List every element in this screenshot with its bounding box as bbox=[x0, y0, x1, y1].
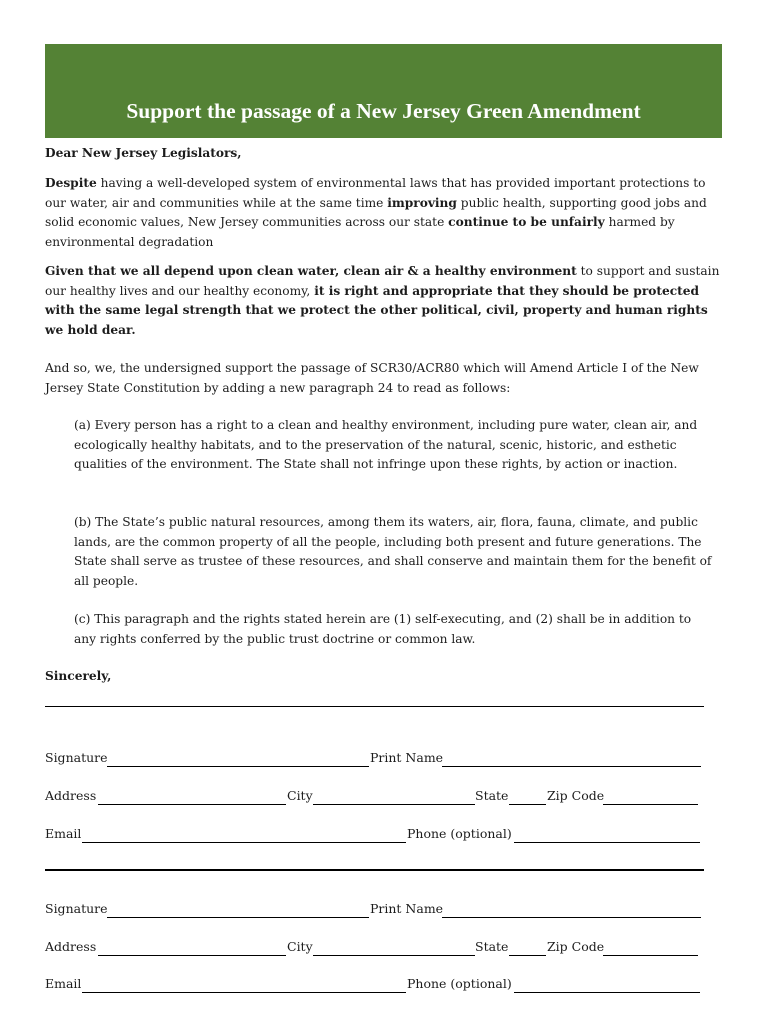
phone-field[interactable] bbox=[514, 992, 700, 993]
email-field[interactable] bbox=[82, 992, 406, 993]
signature-field[interactable] bbox=[107, 766, 369, 767]
zip-code-label: Zip Code bbox=[547, 939, 605, 954]
city-label: City bbox=[287, 939, 313, 954]
print-name-label: Print Name bbox=[370, 750, 444, 765]
print-name-label: Print Name bbox=[370, 901, 444, 916]
signature-field[interactable] bbox=[107, 917, 369, 918]
address-field[interactable] bbox=[98, 804, 286, 805]
state-field[interactable] bbox=[509, 804, 546, 805]
paragraph-despite: Despite having a well-developed system of environmental laws that has provided important protections to our water, air and communities while at the same time improving public health, supporting good jobs and solid economic values, New Jersey communities across our state continue to be unfairly harmed by environmental degradation bbox=[45, 176, 707, 249]
email-field[interactable] bbox=[82, 842, 406, 843]
divider bbox=[45, 706, 704, 707]
signature-label: Signature bbox=[45, 901, 108, 916]
address-label: Address bbox=[45, 939, 97, 954]
address-field[interactable] bbox=[98, 955, 286, 956]
divider bbox=[45, 869, 704, 871]
phone-field[interactable] bbox=[514, 842, 700, 843]
city-field[interactable] bbox=[313, 804, 475, 805]
zip-code-label: Zip Code bbox=[547, 788, 605, 803]
paragraph-undersigned: And so, we, the undersigned support the passage of SCR30/ACR80 which will Amend Article I of the New Jersey State Constitution by adding a new paragraph 24 to read as follows: bbox=[45, 361, 699, 395]
amendment-clause-b: (b) The State’s public natural resources, among them its waters, air, flora, fauna, climate, and public lands, are the common property of all the people, including both present and future generations. The State shall serve as trustee of these resources, and shall conserve and maintain them for the benefit of all people. bbox=[74, 515, 712, 588]
closing: Sincerely, bbox=[45, 669, 112, 683]
print-name-field[interactable] bbox=[442, 917, 701, 918]
email-label: Email bbox=[45, 976, 82, 991]
email-label: Email bbox=[45, 826, 82, 841]
print-name-field[interactable] bbox=[442, 766, 701, 767]
phone-label: Phone (optional) bbox=[407, 976, 512, 991]
signature-label: Signature bbox=[45, 750, 108, 765]
zip-code-field[interactable] bbox=[603, 804, 698, 805]
phone-label: Phone (optional) bbox=[407, 826, 512, 841]
state-label: State bbox=[475, 939, 509, 954]
state-label: State bbox=[475, 788, 509, 803]
city-field[interactable] bbox=[313, 955, 475, 956]
amendment-clause-a: (a) Every person has a right to a clean and healthy environment, including pure water, clean air, and ecologically healthy habitats, and to the preservation of the natural, scenic, historic, and esthetic qualities of the environment. The State shall not infringe upon these rights, by action or inaction. bbox=[74, 418, 698, 471]
salutation: Dear New Jersey Legislators, bbox=[45, 146, 242, 160]
state-field[interactable] bbox=[509, 955, 546, 956]
city-label: City bbox=[287, 788, 313, 803]
page-title: Support the passage of a New Jersey Green Amendment bbox=[126, 99, 641, 123]
title-banner bbox=[45, 44, 722, 138]
amendment-clause-c: (c) This paragraph and the rights stated herein are (1) self-executing, and (2) shall be in addition to any rights conferred by the public trust doctrine or common law. bbox=[74, 612, 692, 646]
zip-code-field[interactable] bbox=[603, 955, 698, 956]
address-label: Address bbox=[45, 788, 97, 803]
paragraph-given-that: Given that we all depend upon clean water, clean air & a healthy environment to support and sustain our healthy lives and our healthy economy, it is right and appropriate that they should be protected with the same legal strength that we protect the other political, civil, property and human rights we hold dear. bbox=[45, 264, 720, 337]
